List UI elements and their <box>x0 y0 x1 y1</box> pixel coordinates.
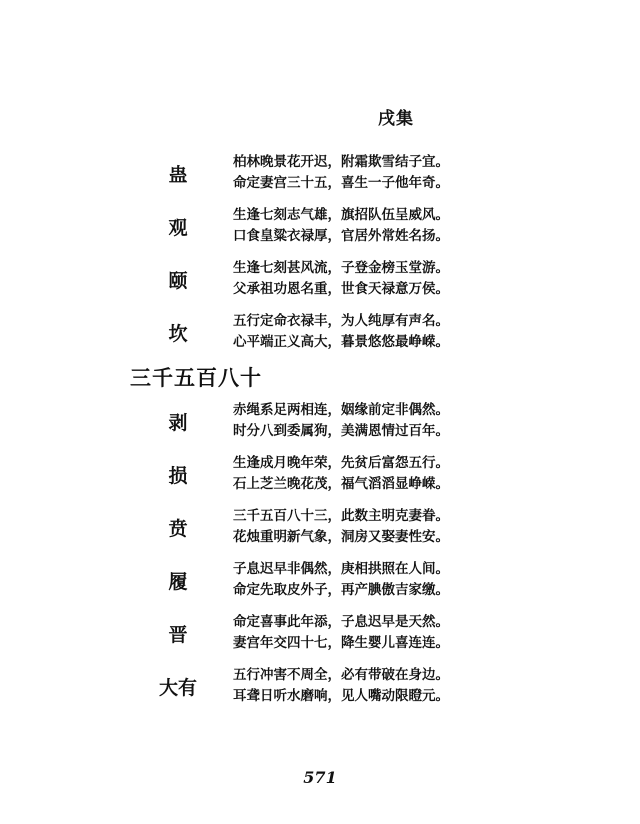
verse-line: 五行定命衣禄丰，为人纯厚有声名。 <box>233 313 449 329</box>
verse-line: 命定先取皮外子，再产腆傲吉家缴。 <box>233 582 449 598</box>
verse-line: 命定妻宫三十五，喜生一子他年奇。 <box>233 175 449 191</box>
verse-line: 心平端正义高大，暮景悠悠最峥嵘。 <box>233 334 449 350</box>
entry <box>0 612 640 656</box>
hexagram-name: 蛊 <box>168 164 188 186</box>
entry <box>0 453 640 497</box>
entry <box>0 258 640 302</box>
verse-line: 三千五百八十三，此数主明克妻眷。 <box>233 508 449 524</box>
hexagram-name: 损 <box>168 465 188 487</box>
verse-line: 生逢七刻志气雄，旗招队伍呈威风。 <box>233 207 449 223</box>
verse-line: 耳聋日听水磨响，见人嘴动限瞪元。 <box>233 688 449 704</box>
verse-line: 命定喜事此年添，子息迟早是天然。 <box>233 614 449 630</box>
entry <box>0 311 640 355</box>
hexagram-name: 大有 <box>158 677 197 699</box>
verse-line: 石上芝兰晚花茂，福气滔滔显峥嵘。 <box>233 476 449 492</box>
verse-line: 时分八到委属狗，美满恩情过百年。 <box>233 423 449 439</box>
hexagram-name: 履 <box>168 571 188 593</box>
entry <box>0 152 640 196</box>
verse <box>233 205 449 247</box>
section-heading: 三千五百八十 <box>130 365 262 390</box>
verse <box>233 665 449 707</box>
hexagram-name: 坎 <box>168 323 188 345</box>
verse-line: 妻宫年交四十七，降生婴儿喜连连。 <box>233 635 449 651</box>
entry <box>0 559 640 603</box>
verse <box>233 453 449 495</box>
verse-line: 五行冲害不周全，必有带破在身边。 <box>233 667 449 683</box>
entry <box>0 205 640 249</box>
verse <box>233 506 449 548</box>
hexagram-name: 贲 <box>168 518 188 540</box>
entry <box>0 400 640 444</box>
hexagram-name: 剥 <box>168 412 188 434</box>
verse <box>233 559 449 601</box>
page-number: 571 <box>303 768 337 787</box>
verse-line: 口食皇粱衣禄厚，官居外常姓名扬。 <box>233 228 449 244</box>
verse <box>233 152 449 194</box>
verse-line: 生逢成月晚年荣，先贫后富怨五行。 <box>233 455 449 471</box>
entry <box>0 665 640 709</box>
verse <box>233 311 449 353</box>
hexagram-name: 颐 <box>168 270 188 292</box>
verse <box>233 612 449 654</box>
verse-line: 柏林晚景花开迟，附霜欺雪结子宜。 <box>233 154 449 170</box>
hexagram-name: 观 <box>168 217 188 239</box>
verse-line: 子息迟早非偶然，庚相拱照在人间。 <box>233 561 449 577</box>
verse <box>233 400 449 442</box>
verse-line: 花烛重明新气象，洞房又娶妻性安。 <box>233 529 449 545</box>
verse-line: 生逢七刻甚风流，子登金榜玉堂游。 <box>233 260 449 276</box>
entry <box>0 506 640 550</box>
verse <box>233 258 449 300</box>
verse-line: 父承祖功恩名重，世食天禄意万侯。 <box>233 281 449 297</box>
hexagram-name: 晋 <box>168 624 188 646</box>
verse-line: 赤绳系足两相连，姻缘前定非偶然。 <box>233 402 449 418</box>
running-head: 戌集 <box>378 109 414 129</box>
